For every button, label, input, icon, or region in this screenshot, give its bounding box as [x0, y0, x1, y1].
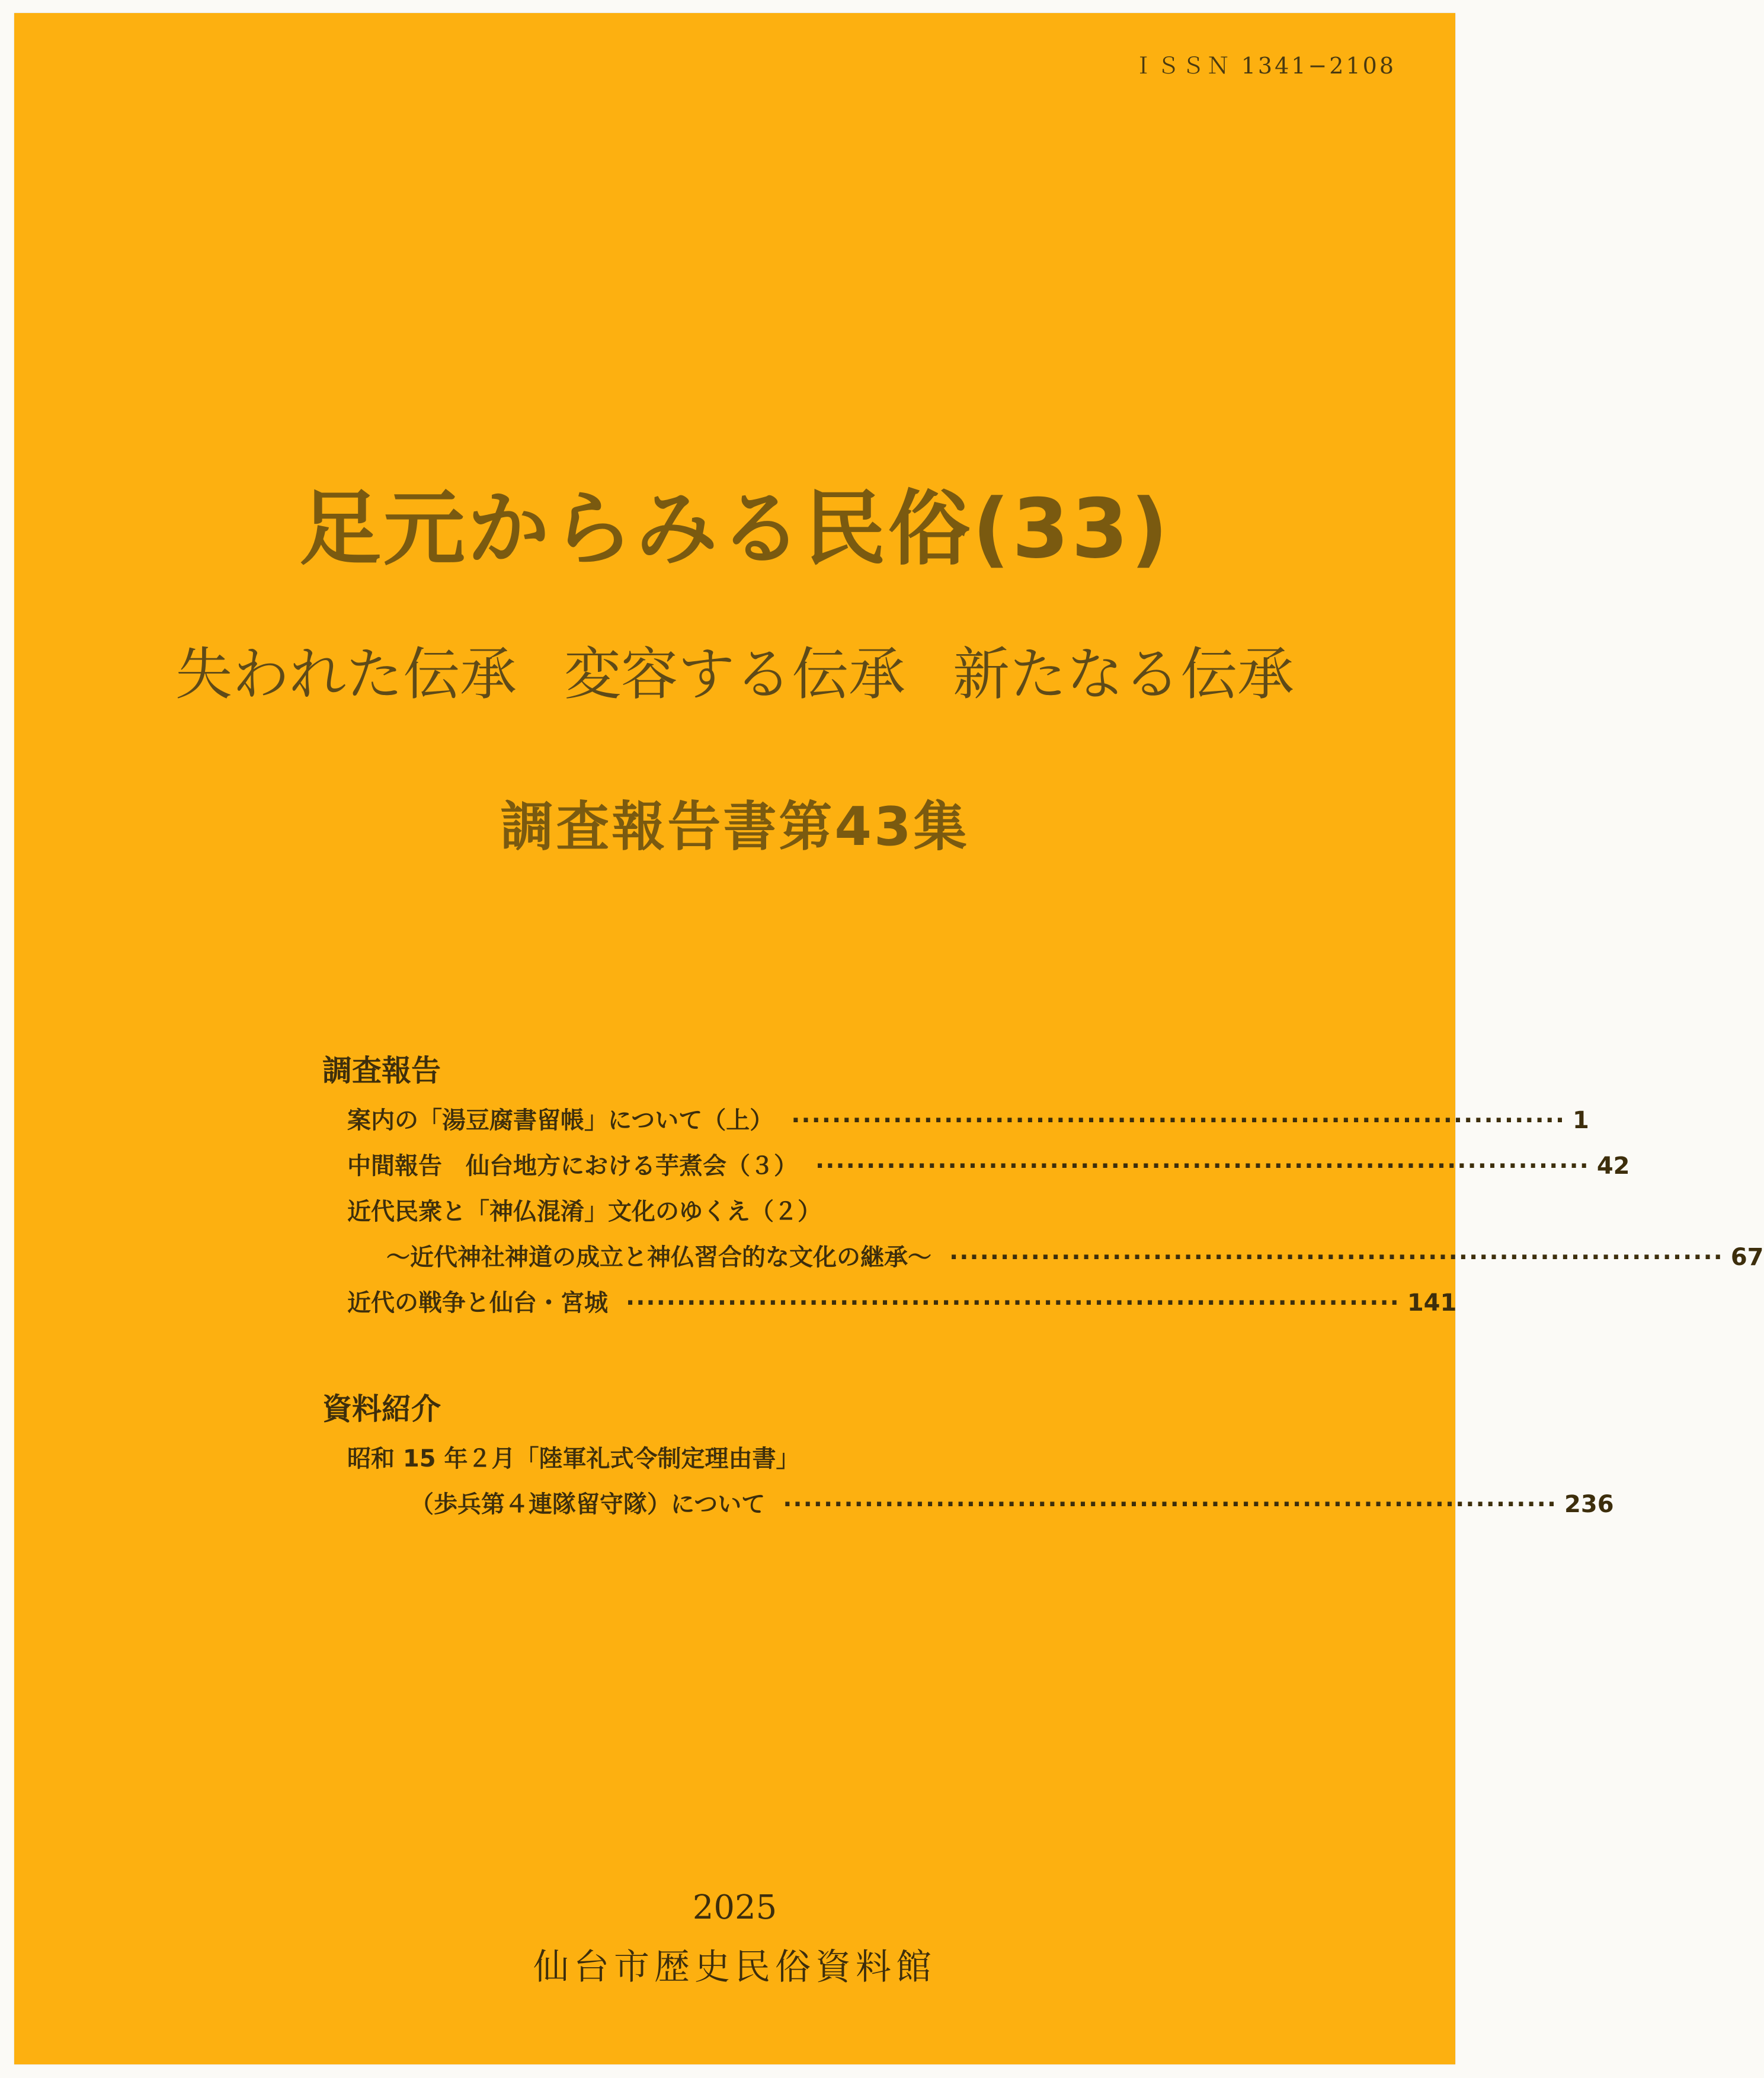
cover	[14, 13, 1764, 2064]
toc-entry-label: 近代の戦争と仙台・宮城	[347, 1289, 608, 1317]
subtitle-part-1: 失われた伝承	[175, 641, 517, 707]
subtitle-part-2: 変容する伝承	[564, 641, 905, 707]
toc-entry-page: 1	[1573, 1107, 1589, 1134]
toc-entry-label: 昭和 15 年２月「陸軍礼式令制定理由書」	[347, 1445, 800, 1472]
toc-entry-label: 中間報告 仙台地方における芋煮会（３）	[347, 1152, 798, 1180]
table-of-contents	[322, 1047, 1764, 1528]
toc-entry	[322, 1482, 1614, 1528]
subtitle-part-3: 新たなる伝承	[953, 641, 1294, 707]
toc-entry	[322, 1280, 1457, 1326]
leader-dots: ············································································	[791, 1107, 1566, 1134]
publisher-name: 仙台市歴史民俗資料館	[533, 1946, 936, 1988]
publication-year: 2025	[692, 1888, 777, 1927]
subtitle	[14, 629, 1455, 710]
leader-dots: ············································································	[949, 1244, 1724, 1271]
leader-dots: ············································································	[815, 1152, 1590, 1180]
toc-entry	[322, 1189, 1187, 1235]
toc-entry	[322, 1144, 1630, 1189]
toc-section-heading: 調査報告	[322, 1054, 441, 1088]
series-title: 調査報告書第43集	[500, 796, 969, 858]
toc-entry	[322, 1235, 1764, 1280]
toc-entry	[322, 1436, 1187, 1482]
toc-entry-page: 67	[1730, 1244, 1764, 1271]
toc-entry-page: 141	[1407, 1289, 1457, 1317]
leader-dots: ············································································	[783, 1491, 1558, 1518]
toc-section-heading: 資料紹介	[322, 1392, 441, 1426]
toc-entry-label: （歩兵第４連隊留守隊）について	[410, 1491, 766, 1518]
toc-entry-label: 近代民衆と「神仏混淆」文化のゆくえ（２）	[347, 1198, 821, 1225]
toc-entry-label: 案内の「湯豆腐書留帳」について（上）	[347, 1107, 774, 1134]
toc-entry-label: ～近代神社神道の成立と神仏習合的な文化の継承～	[386, 1244, 931, 1271]
leader-dots: ············································································	[626, 1289, 1400, 1317]
toc-entry-page: 42	[1596, 1152, 1630, 1180]
book-title: 足元からみる民俗(33)	[299, 481, 1171, 577]
issn-number: ＩＳＳＮ 1341−2108	[1132, 53, 1396, 79]
toc-entry	[322, 1098, 1589, 1144]
toc-entry-page: 236	[1564, 1491, 1614, 1518]
